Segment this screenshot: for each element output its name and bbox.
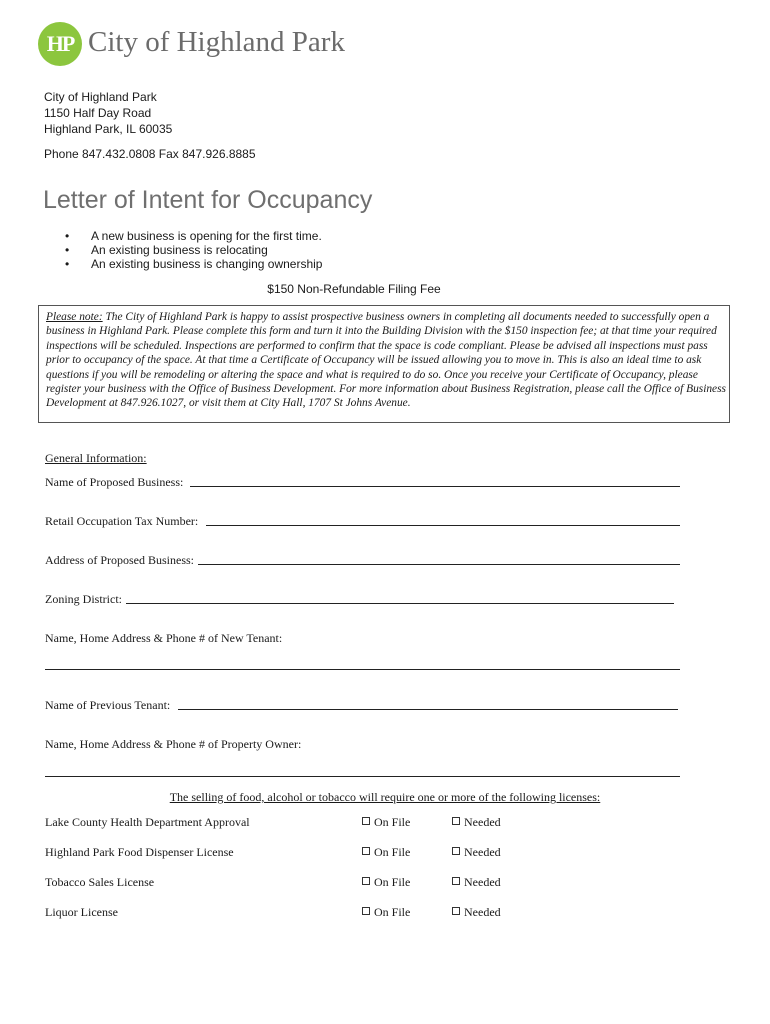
on-file-checkbox[interactable]: On File xyxy=(362,905,410,920)
document-title: Letter of Intent for Occupancy xyxy=(43,186,373,214)
business-address-label: Address of Proposed Business: xyxy=(45,553,194,567)
previous-tenant-label: Name of Previous Tenant: xyxy=(45,698,171,712)
address-line-2: 1150 Half Day Road xyxy=(44,106,152,120)
on-file-checkbox[interactable]: On File xyxy=(362,875,410,890)
city-logo-wordmark: City of Highland Park xyxy=(88,26,345,58)
filing-fee: $150 Non-Refundable Filing Fee xyxy=(267,282,441,296)
on-file-checkbox[interactable]: On File xyxy=(362,815,410,830)
checkbox-icon[interactable] xyxy=(362,817,370,825)
checkbox-icon[interactable] xyxy=(452,817,460,825)
zoning-field[interactable] xyxy=(126,603,674,604)
checkbox-icon[interactable] xyxy=(362,847,370,855)
checkbox-icon[interactable] xyxy=(452,847,460,855)
new-tenant-label: Name, Home Address & Phone # of New Tenant: xyxy=(45,631,283,645)
address-line-3: Highland Park, IL 60035 xyxy=(44,122,173,136)
phone-fax: Phone 847.432.0808 Fax 847.926.8885 xyxy=(44,147,256,161)
zoning-label: Zoning District: xyxy=(45,592,122,606)
on-file-checkbox[interactable]: On File xyxy=(362,845,410,860)
city-logo-mark xyxy=(38,22,82,66)
business-name-label: Name of Proposed Business: xyxy=(45,475,184,489)
note-body: The City of Highland Park is happy to assist prospective business owners in completing all documents needed to successfully open a business in Highland Park. Please complete this form and turn it into the Building Division with the $150 inspection fee; at that time your required inspections will be scheduled. Inspections are performed to confirm that the space is code compliant. Please be advised all inspections must pass prior to occupancy of the space. At that time a Certificate of Occupancy will be issued allowing you to move in. This is also an ideal time to ask questions if you will be remodeling or altering the space and what is required to do so. Once you receive your Certificate of Occupancy, please register your business with the Office of Business Development. For more information about Business Registration, please call the Office of Business Development at 847.926.1027, or visit them at City Hall, 1707 St Johns Avenue. xyxy=(46,311,726,410)
note-box xyxy=(38,305,730,423)
checkbox-icon[interactable] xyxy=(452,907,460,915)
address-line-1: City of Highland Park xyxy=(44,90,157,104)
checkbox-icon[interactable] xyxy=(362,877,370,885)
license-name: Lake County Health Department Approval xyxy=(45,815,250,829)
needed-checkbox[interactable]: Needed xyxy=(452,815,501,830)
checkbox-icon[interactable] xyxy=(452,877,460,885)
logo-monogram: HP xyxy=(46,31,74,56)
note-label: Please note: xyxy=(46,311,103,323)
new-tenant-field[interactable] xyxy=(45,669,680,670)
licenses-heading: The selling of food, alcohol or tobacco will require one or more of the following licenses: xyxy=(169,790,601,804)
previous-tenant-field[interactable] xyxy=(178,709,678,710)
business-name-field[interactable] xyxy=(190,486,680,487)
needed-checkbox[interactable]: Needed xyxy=(452,845,501,860)
general-info-heading: General Information: xyxy=(45,451,147,465)
list-item: • An existing business is changing ownership xyxy=(65,257,322,271)
needed-checkbox[interactable]: Needed xyxy=(452,905,501,920)
tax-number-label: Retail Occupation Tax Number: xyxy=(45,514,199,528)
license-name: Tobacco Sales License xyxy=(45,875,155,889)
license-name: Liquor License xyxy=(45,905,118,919)
needed-checkbox[interactable]: Needed xyxy=(452,875,501,890)
property-owner-label: Name, Home Address & Phone # of Property Owner: xyxy=(45,737,302,751)
license-name: Highland Park Food Dispenser License xyxy=(45,845,234,859)
list-item: • A new business is opening for the first time. xyxy=(65,229,322,243)
business-address-field[interactable] xyxy=(198,564,680,565)
list-item: • An existing business is relocating xyxy=(65,243,322,257)
purpose-list xyxy=(65,229,322,271)
note-text xyxy=(46,310,730,411)
tax-number-field[interactable] xyxy=(206,525,680,526)
property-owner-field[interactable] xyxy=(45,776,680,777)
checkbox-icon[interactable] xyxy=(362,907,370,915)
